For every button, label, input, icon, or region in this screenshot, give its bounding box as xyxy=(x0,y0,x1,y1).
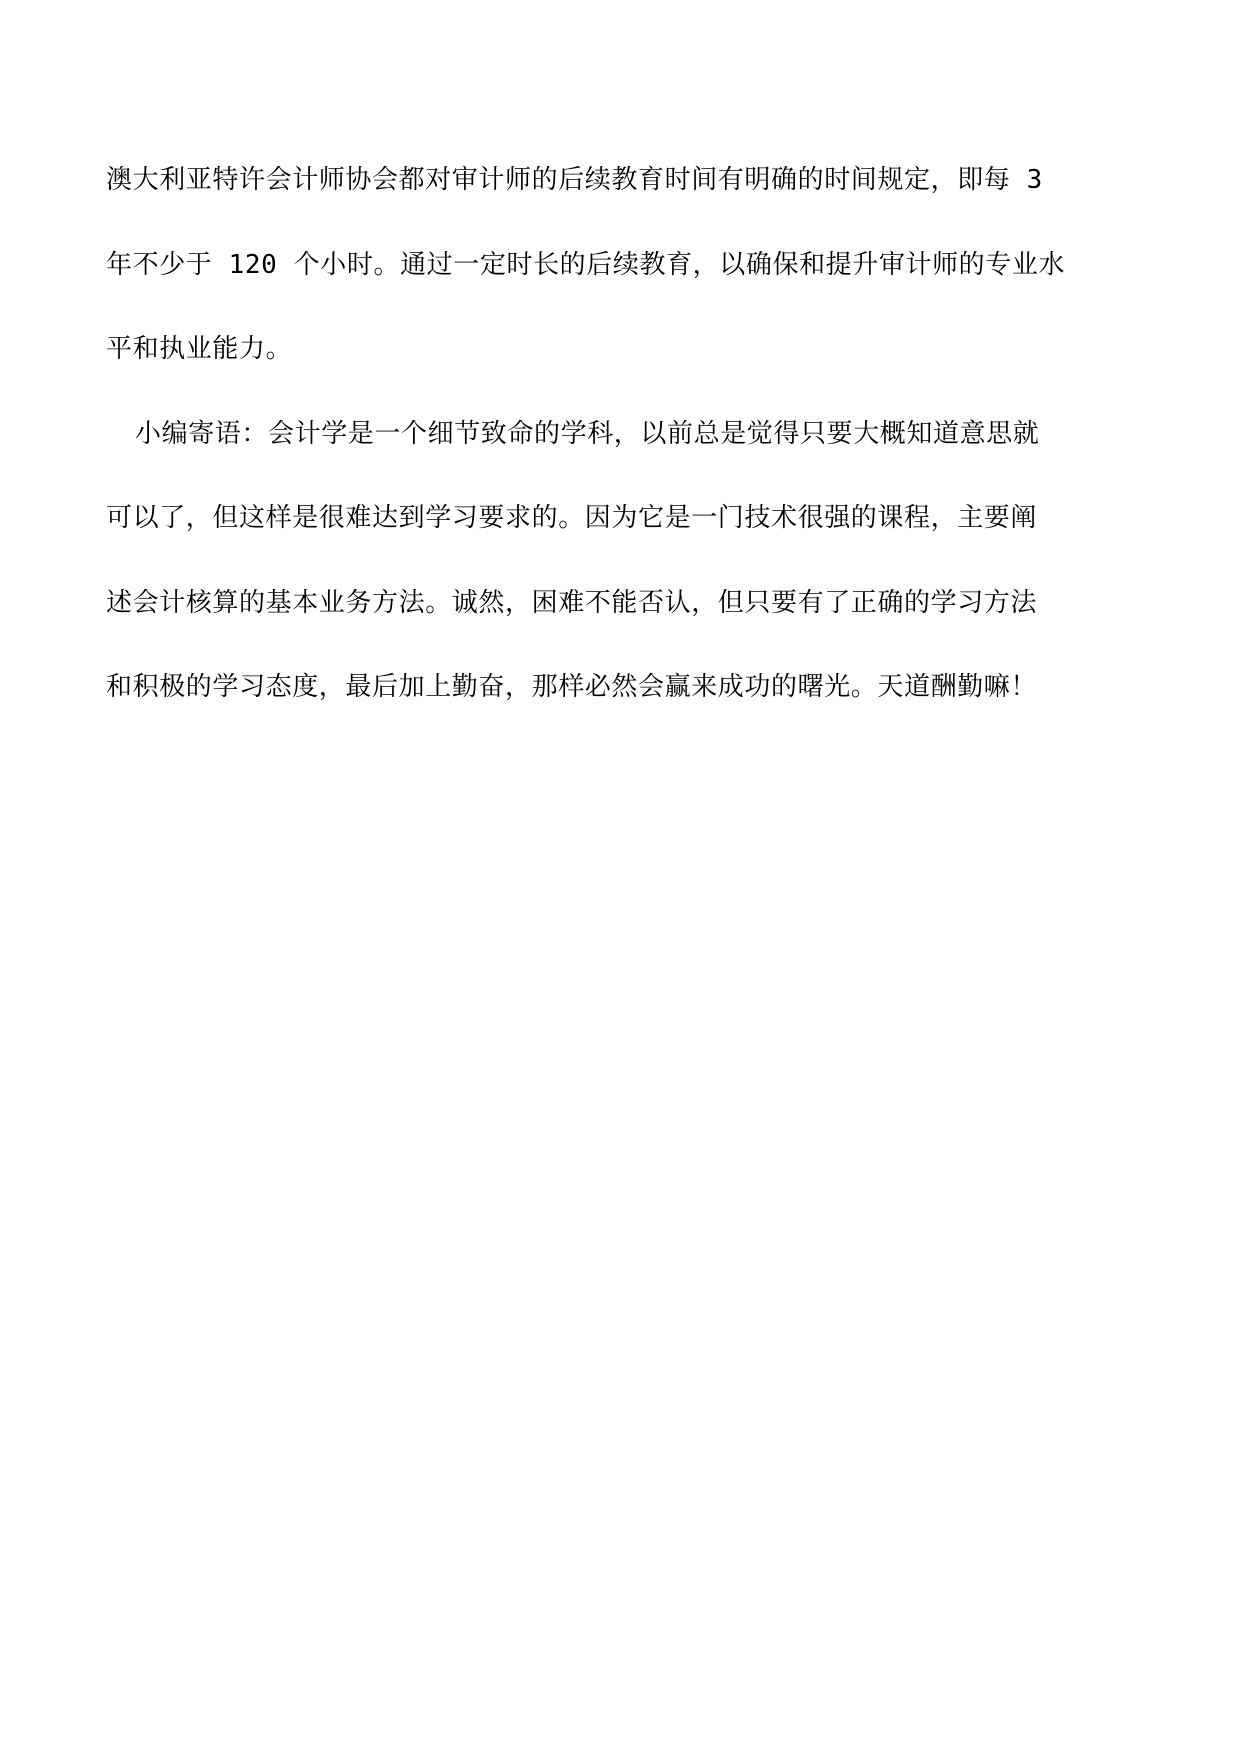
paragraph xyxy=(106,419,1136,704)
paragraph xyxy=(106,165,1136,365)
text-line: 小编寄语：会计学是一个细节致命的学科，以前总是觉得只要大概知道意思就 xyxy=(135,418,1040,449)
document-body xyxy=(106,165,1136,757)
text-line: 可以了，但这样是很难达到学习要求的。因为它是一门技术很强的课程，主要阐 xyxy=(106,503,1038,533)
text-line: 和积极的学习态度，最后加上勤奋，那样必然会赢来成功的曙光。天道酬勤嘛！ xyxy=(106,672,1038,702)
text-line: 澳大利亚特许会计师协会都对审计师的后续教育时间有明确的时间规定，即每 3 xyxy=(106,165,1043,195)
text-line: 年不少于 120 个小时。通过一定时长的后续教育，以确保和提升审计师的专业水 xyxy=(106,249,1066,280)
text-line: 平和执业能力。 xyxy=(106,334,293,364)
text-line: 述会计核算的基本业务方法。诚然，困难不能否认，但只要有了正确的学习方法 xyxy=(106,587,1038,618)
